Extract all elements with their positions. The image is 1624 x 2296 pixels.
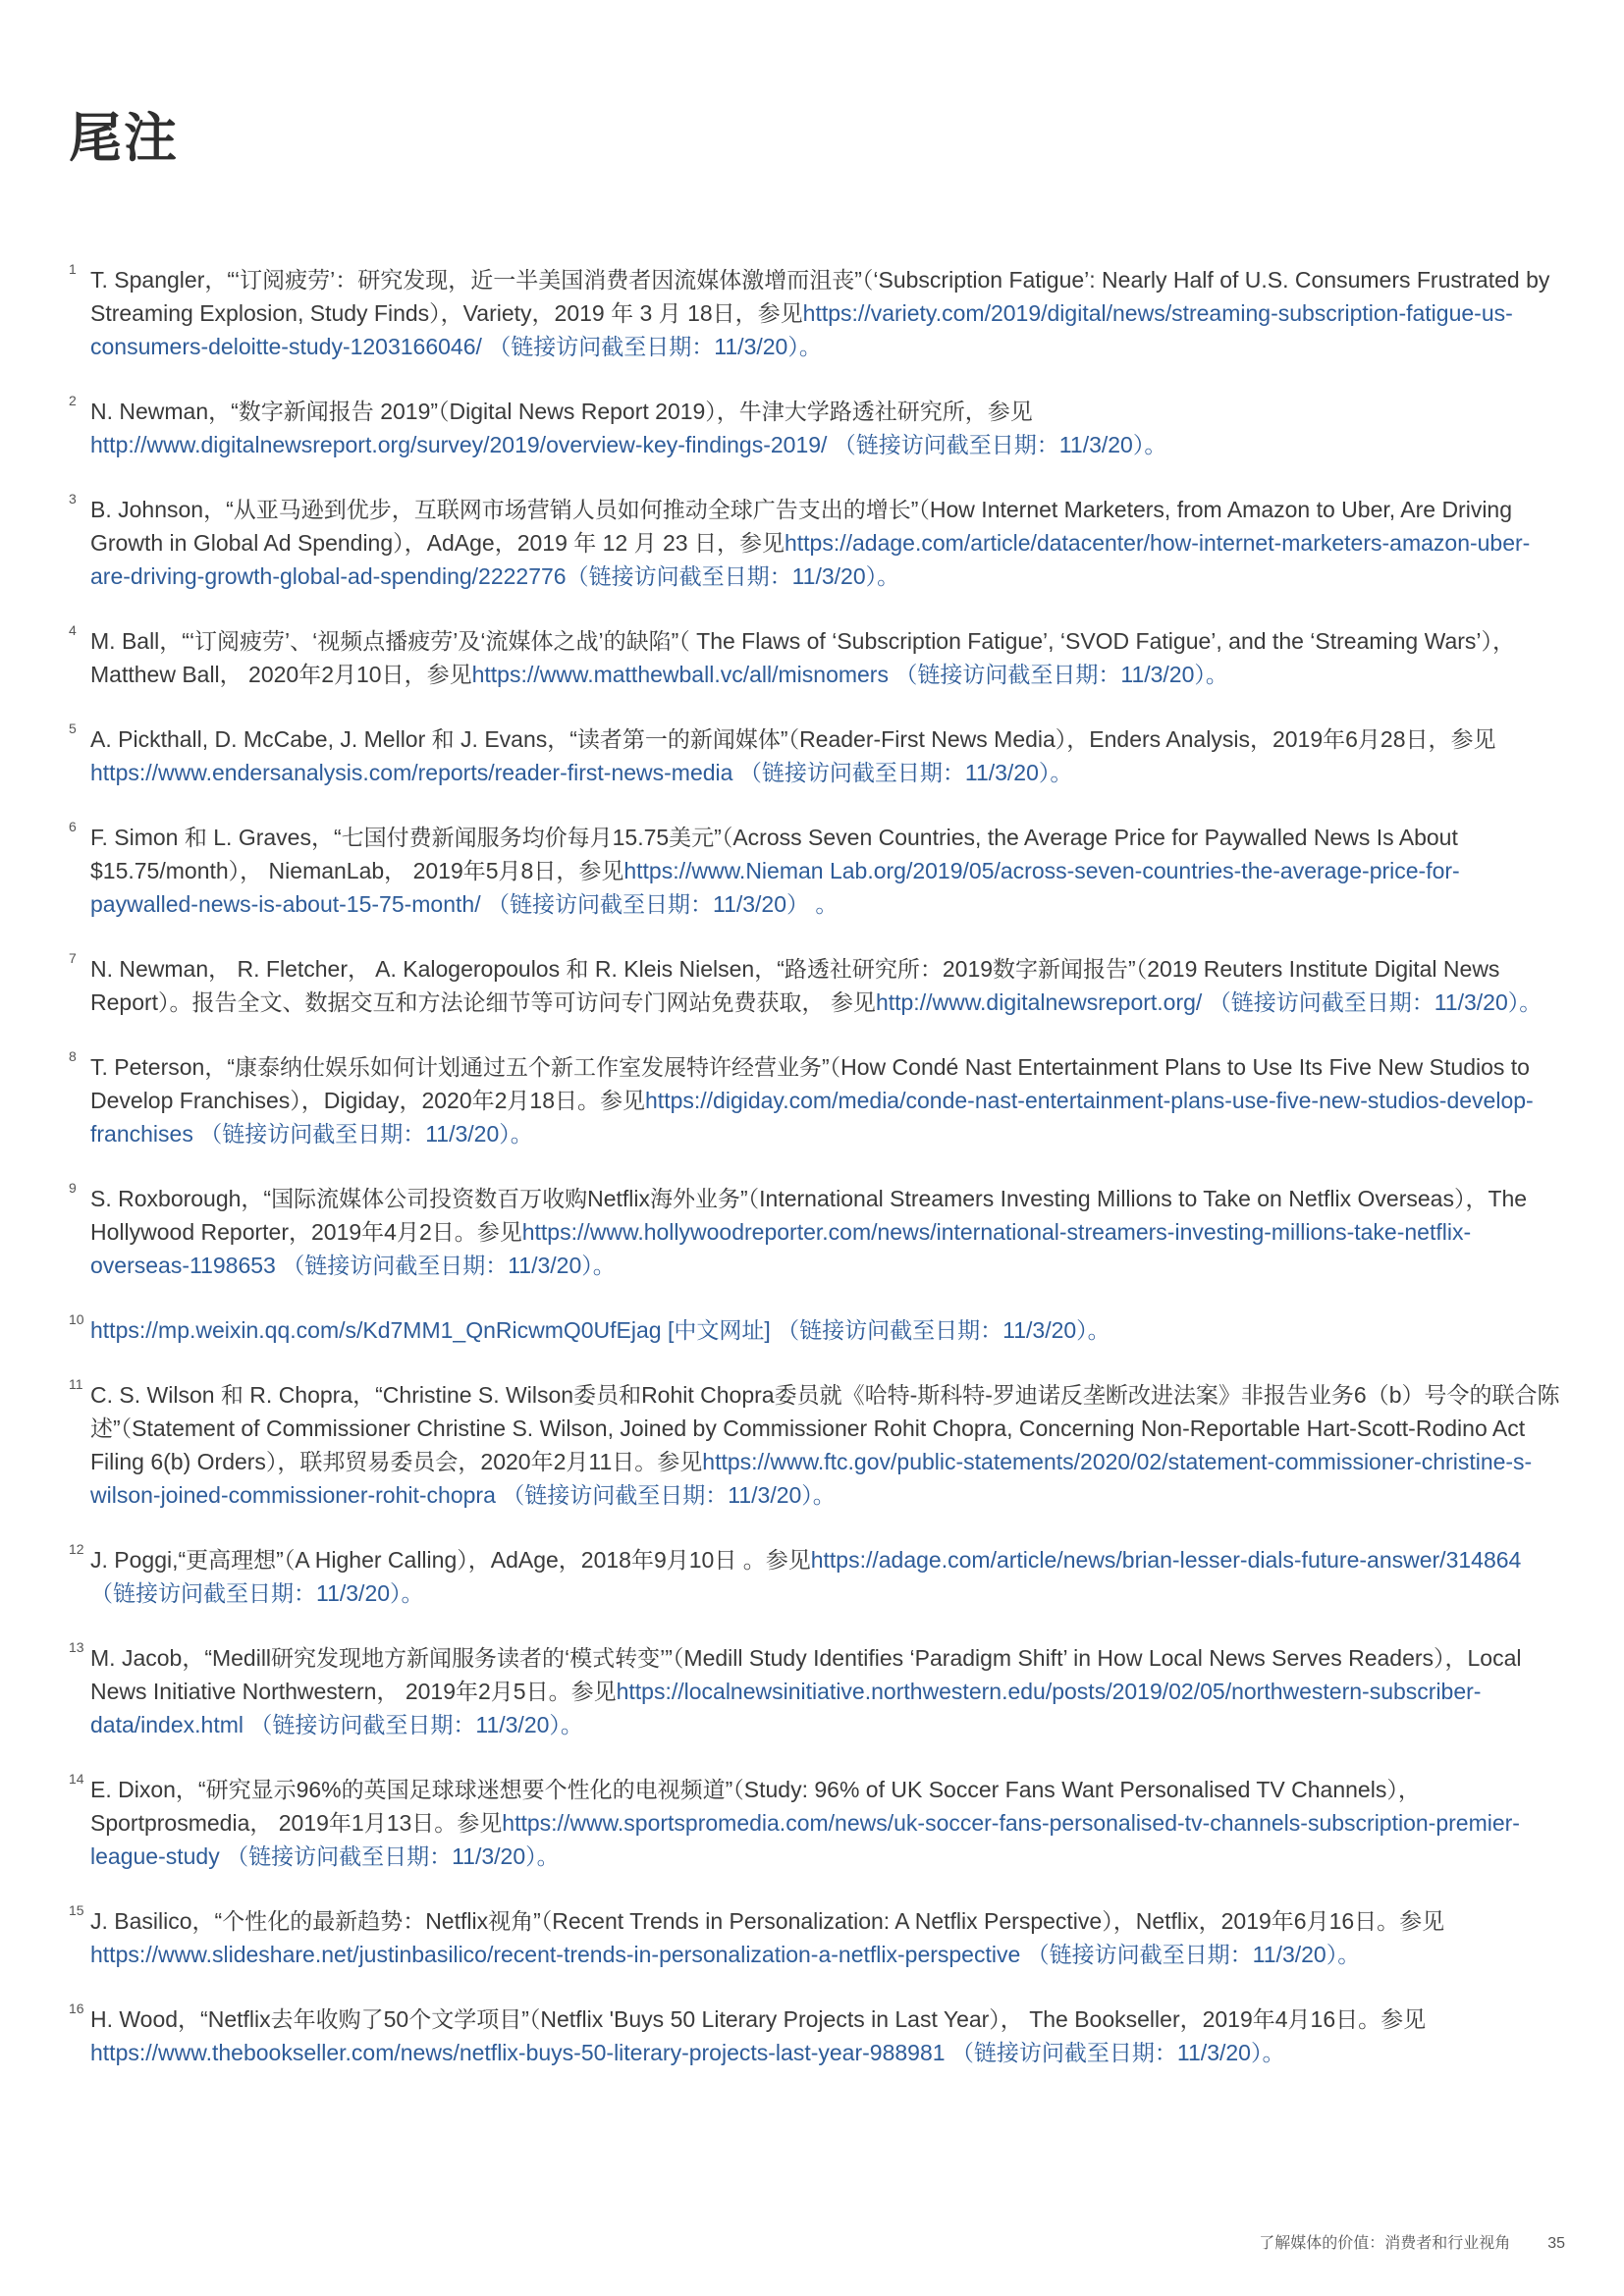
endnote-number: 3 (69, 491, 77, 507)
endnote-number: 10 (69, 1311, 84, 1327)
endnote-link[interactable]: http://www.digitalnewsreport.org/survey/2019/overview-key-findings-2019/ (90, 432, 828, 457)
endnotes-list (69, 263, 1561, 2069)
endnote-link[interactable]: https://www.ftc.gov/public-statements/2020/02/statement-commissioner-christine-s-wilson-joined-commissioner-rohit-chopra (90, 1449, 1533, 1508)
endnote-number: 16 (69, 2001, 84, 2016)
page-number: 35 (1547, 2235, 1565, 2252)
endnote-access-date: （链接访问截至日期：11/3/20）。 (888, 662, 1228, 687)
endnote-13 (69, 1641, 1561, 1741)
endnote-15 (69, 1904, 1561, 1971)
endnote-7 (69, 952, 1561, 1019)
endnote-number: 8 (69, 1048, 77, 1064)
endnote-11 (69, 1378, 1561, 1512)
endnote-number: 11 (69, 1376, 83, 1392)
endnote-link[interactable]: https://www.thebookseller.com/news/netflix-buys-50-literary-projects-last-year-988981 (90, 2040, 946, 2065)
endnote-text: C. S. Wilson 和 R. Chopra，“Christine S. Wilson委员和Rohit Chopra委员就《哈特-斯科特-罗迪诺反垄断改进法案》非报告业务6（b）号令的联合陈述”（Statement of Commissioner Christine S. Wilson, Joined by Commissioner Rohit Chopra, Concerning Non-Reportable Hart-Scott-Rodino Act Filing 6(b) Orders），联邦贸易委员会，2020年2月11日。参见 (90, 1382, 1560, 1474)
endnote-number: 5 (69, 721, 77, 736)
endnote-3 (69, 493, 1561, 593)
endnote-number: 15 (69, 1902, 84, 1918)
endnote-text: S. Roxborough，“国际流媒体公司投资数百万收购Netflix海外业务”（International Streamers Investing Millions to Take on Netflix Overseas），The Hollywood Reporter，2019年4月2日。参见 (90, 1186, 1528, 1245)
endnote-text: E. Dixon，“研究显示96%的英国足球球迷想要个性化的电视频道”（Study: 96% of UK Soccer Fans Want Personalised TV Channels），Sportprosmedia， 2019年1月13日。参见 (90, 1777, 1421, 1836)
endnote-link[interactable]: https://adage.com/article/datacenter/how-internet-marketers-amazon-uber-are-driving-growth-global-ad-spending/2222776 (90, 530, 1531, 589)
endnote-access-date: （链接访问截至日期：11/3/20）。 (243, 1712, 583, 1737)
endnote-text: M. Ball，“‘订阅疲劳’、‘视频点播疲劳’及‘流媒体之战’的缺陷”（ The Flaws of ‘Subscription Fatigue’, ‘SVOD Fatigue’, and the ‘Streaming Wars’），Matthew Ball， 2020年2月10日，参见 (90, 628, 1516, 687)
endnote-text: J. Basilico，“个性化的最新趋势：Netflix视角”（Recent Trends in Personalization: A Netflix Perspective），Netflix，2019年6月16日。参见 (90, 1908, 1445, 1934)
endnote-link[interactable]: https://variety.com/2019/digital/news/streaming-subscription-fatigue-us-consumers-deloitte-study-1203166046/ (90, 300, 1513, 359)
endnote-text: N. Newman， R. Fletcher， A. Kalogeropoulos 和 R. Kleis Nielsen，“路透社研究所：2019数字新闻报告”（2019 Reuters Institute Digital News Report）。报告全文、数据交互和方法论细节等可访问专门网站免费获取， 参见 (90, 956, 1500, 1015)
endnote-text: A. Pickthall, D. McCabe, J. Mellor 和 J. Evans，“读者第一的新闻媒体”（Reader-First News Media），Enders Analysis，2019年6月28日，参见 (90, 726, 1496, 752)
endnote-text: T. Peterson，“康泰纳仕娱乐如何计划通过五个新工作室发展特许经营业务”（How Condé Nast Entertainment Plans to Use Its Five New Studios to Develop Franchises），Digiday，2020年2月18日。参见 (90, 1054, 1530, 1113)
endnote-access-date: （链接访问截至日期：11/3/20）。 (732, 760, 1073, 785)
endnote-link[interactable]: https://localnewsinitiative.northwestern.edu/posts/2019/02/05/northwestern-subscriber-data/index.html (90, 1679, 1482, 1737)
endnote-number: 4 (69, 622, 77, 638)
endnote-link[interactable]: http://www.digitalnewsreport.org/ (875, 989, 1203, 1015)
endnote-number: 2 (69, 393, 77, 408)
endnote-access-date: （链接访问截至日期：11/3/20）。 (192, 1121, 533, 1147)
endnote-16 (69, 2002, 1561, 2069)
endnote-text: B. Johnson，“从亚马逊到优步，互联网市场营销人员如何推动全球广告支出的增长”（How Internet Marketers, from Amazon to Uber, Are Driving Growth in Global Ad Spending），AdAge，2019 年 12 月 23 日，参见 (90, 497, 1513, 556)
endnote-text: F. Simon 和 L. Graves，“七国付费新闻服务均价每月15.75美元”（Across Seven Countries, the Average Price for Paywalled News Is About $15.75/month）， NiemanLab， 2019年5月8日，参见 (90, 825, 1458, 883)
endnote-text: N. Newman，“数字新闻报告 2019”（Digital News Report 2019），牛津大学路透社研究所，参见 (90, 399, 1033, 424)
endnote-access-date: （链接访问截至日期：11/3/20）。 (1202, 989, 1543, 1015)
endnote-4 (69, 624, 1561, 691)
page-title: 尾注 (69, 107, 179, 169)
endnote-6 (69, 821, 1561, 921)
endnote-text: J. Poggi,“更高理想”（A Higher Calling），AdAge，2018年9月10日 。参见 (90, 1547, 811, 1573)
endnote-access-date: （链接访问截至日期：11/3/20）。 (945, 2040, 1285, 2065)
endnote-link[interactable]: https://www.endersanalysis.com/reports/reader-first-news-media (90, 760, 733, 785)
endnote-number: 1 (69, 261, 77, 277)
endnote-access-date: （链接访问截至日期：11/3/20） 。 (480, 891, 839, 917)
endnote-access-date: （链接访问截至日期：11/3/20）。 (566, 563, 900, 589)
page-footer (1259, 2230, 1565, 2253)
endnote-1 (69, 263, 1561, 363)
endnote-text: H. Wood，“Netflix去年收购了50个文学项目”（Netflix 'Buys 50 Literary Projects in Last Year）， The Bookseller，2019年4月16日。参见 (90, 2006, 1427, 2032)
endnote-number: 14 (69, 1771, 84, 1787)
endnote-text: T. Spangler，“‘订阅疲劳’：研究发现，近一半美国消费者因流媒体激增而沮丧”（‘Subscription Fatigue’: Nearly Half of U.S. Consumers Frustrated by Streaming Explosion, Study Finds），Variety，2019 年 3 月 18日，参见 (90, 267, 1550, 326)
endnote-access-date: （链接访问截至日期：11/3/20）。 (495, 1482, 836, 1508)
endnote-8 (69, 1050, 1561, 1150)
endnote-link[interactable]: https://adage.com/article/news/brian-lesser-dials-future-answer/314864 (810, 1547, 1522, 1573)
endnote-14 (69, 1773, 1561, 1873)
endnote-access-date: （链接访问截至日期：11/3/20）。 (481, 334, 822, 359)
endnote-12 (69, 1543, 1561, 1610)
footer-title: 了解媒体的价值：消费者和行业视角 (1259, 2235, 1511, 2252)
endnote-link[interactable]: https://www.sportspromedia.com/news/uk-soccer-fans-personalised-tv-channels-subscription-premier-league-study (90, 1810, 1520, 1869)
endnote-access-date: （链接访问截至日期：11/3/20）。 (275, 1253, 616, 1278)
endnote-number: 6 (69, 819, 77, 834)
endnote-access-date: （链接访问截至日期：11/3/20）。 (770, 1317, 1110, 1343)
endnote-number: 9 (69, 1180, 77, 1196)
endnote-number: 12 (69, 1541, 84, 1557)
endnote-5 (69, 722, 1561, 789)
endnote-text: M. Jacob，“Medill研究发现地方新闻服务读者的‘模式转变’”（Medill Study Identifies ‘Paradigm Shift’ in How Local News Serves Readers），Local News Initiative Northwestern， 2019年2月5日。参见 (90, 1645, 1522, 1704)
endnote-link[interactable]: https://www.matthewball.vc/all/misnomers (471, 662, 889, 687)
endnote-link[interactable]: https://digiday.com/media/conde-nast-entertainment-plans-use-five-new-studios-develop-franchises (90, 1088, 1534, 1147)
endnote-access-date: （链接访问截至日期：11/3/20）。 (219, 1843, 560, 1869)
endnote-link[interactable]: https://www.slideshare.net/justinbasilico/recent-trends-in-personalization-a-netflix-perspective (90, 1942, 1021, 1967)
endnote-link[interactable]: https://mp.weixin.qq.com/s/Kd7MM1_QnRicwmQ0UfEjag [中文网址] (90, 1317, 771, 1343)
endnote-access-date: （链接访问截至日期：11/3/20）。 (827, 432, 1167, 457)
endnote-access-date: （链接访问截至日期：11/3/20）。 (1020, 1942, 1361, 1967)
endnote-9 (69, 1182, 1561, 1282)
endnote-number: 7 (69, 950, 77, 966)
endnote-number: 13 (69, 1639, 84, 1655)
endnote-10 (69, 1313, 1561, 1347)
endnote-2 (69, 395, 1561, 461)
endnote-access-date: （链接访问截至日期：11/3/20）。 (90, 1580, 424, 1606)
endnote-link[interactable]: https://www.Nieman Lab.org/2019/05/across-seven-countries-the-average-price-for-paywalled-news-is-about-15-75-month/ (90, 858, 1460, 917)
endnote-link[interactable]: https://www.hollywoodreporter.com/news/international-streamers-investing-millions-take-netflix-overseas-1198653 (90, 1219, 1472, 1278)
